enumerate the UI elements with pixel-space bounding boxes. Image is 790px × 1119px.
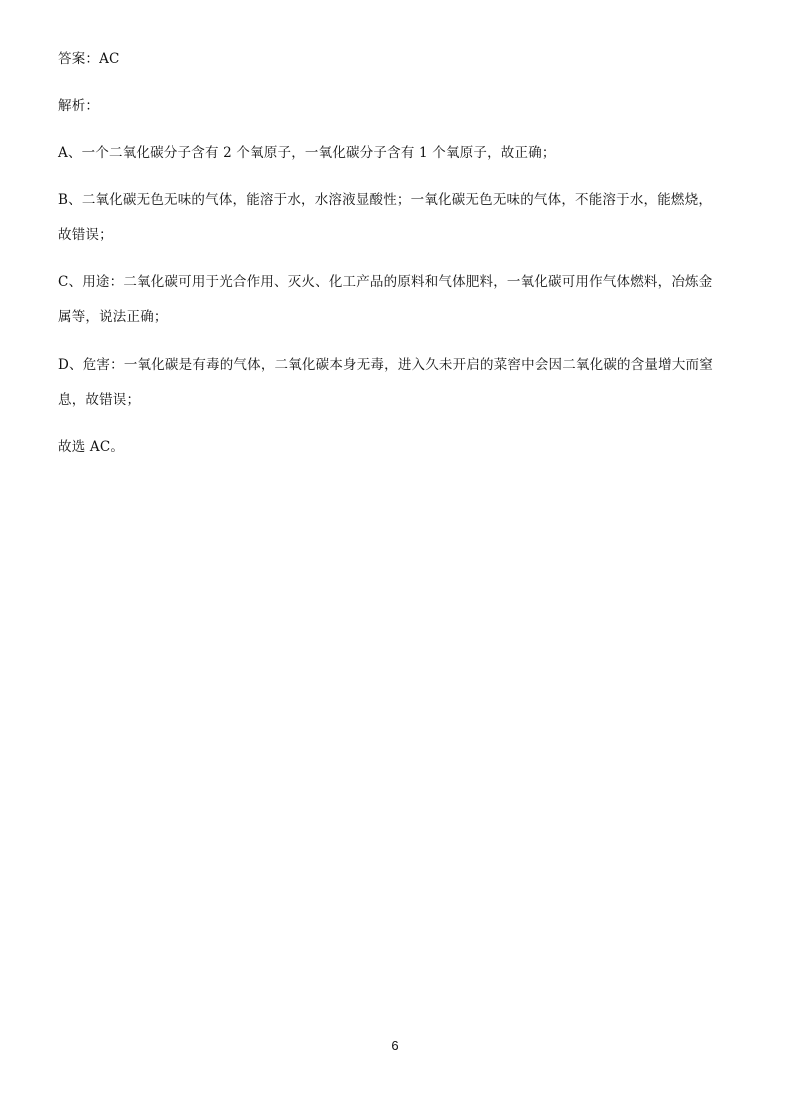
option-d-explanation-line-1: D、危害：一氧化碳是有毒的气体，二氧化碳本身无毒，进入久未开启的菜窖中会因二氧化碳的含量增大而窒 (58, 357, 713, 373)
option-a-explanation: A、一个二氧化碳分子含有 2 个氧原子，一氧化碳分子含有 1 个氧原子，故正确； (58, 145, 556, 161)
answer-line: 答案：AC (58, 51, 120, 67)
option-c-explanation-line-2: 属等，说法正确； (58, 309, 168, 325)
analysis-label: 解析： (58, 98, 100, 114)
page-number: 6 (391, 1038, 399, 1053)
conclusion-line: 故选 AC。 (58, 439, 125, 455)
option-b-explanation-line-1: B、二氧化碳无色无味的气体，能溶于水，水溶液显酸性；一氧化碳无色无味的气体，不能溶于水，能燃烧， (58, 192, 713, 208)
option-b-explanation-line-2: 故错误； (58, 227, 113, 243)
option-c-explanation-line-1: C、用途：二氧化碳可用于光合作用、灭火、化工产品的原料和气体肥料，一氧化碳可用作气体燃料，冶炼金 (58, 274, 713, 290)
option-d-explanation-line-2: 息，故错误； (58, 392, 141, 408)
